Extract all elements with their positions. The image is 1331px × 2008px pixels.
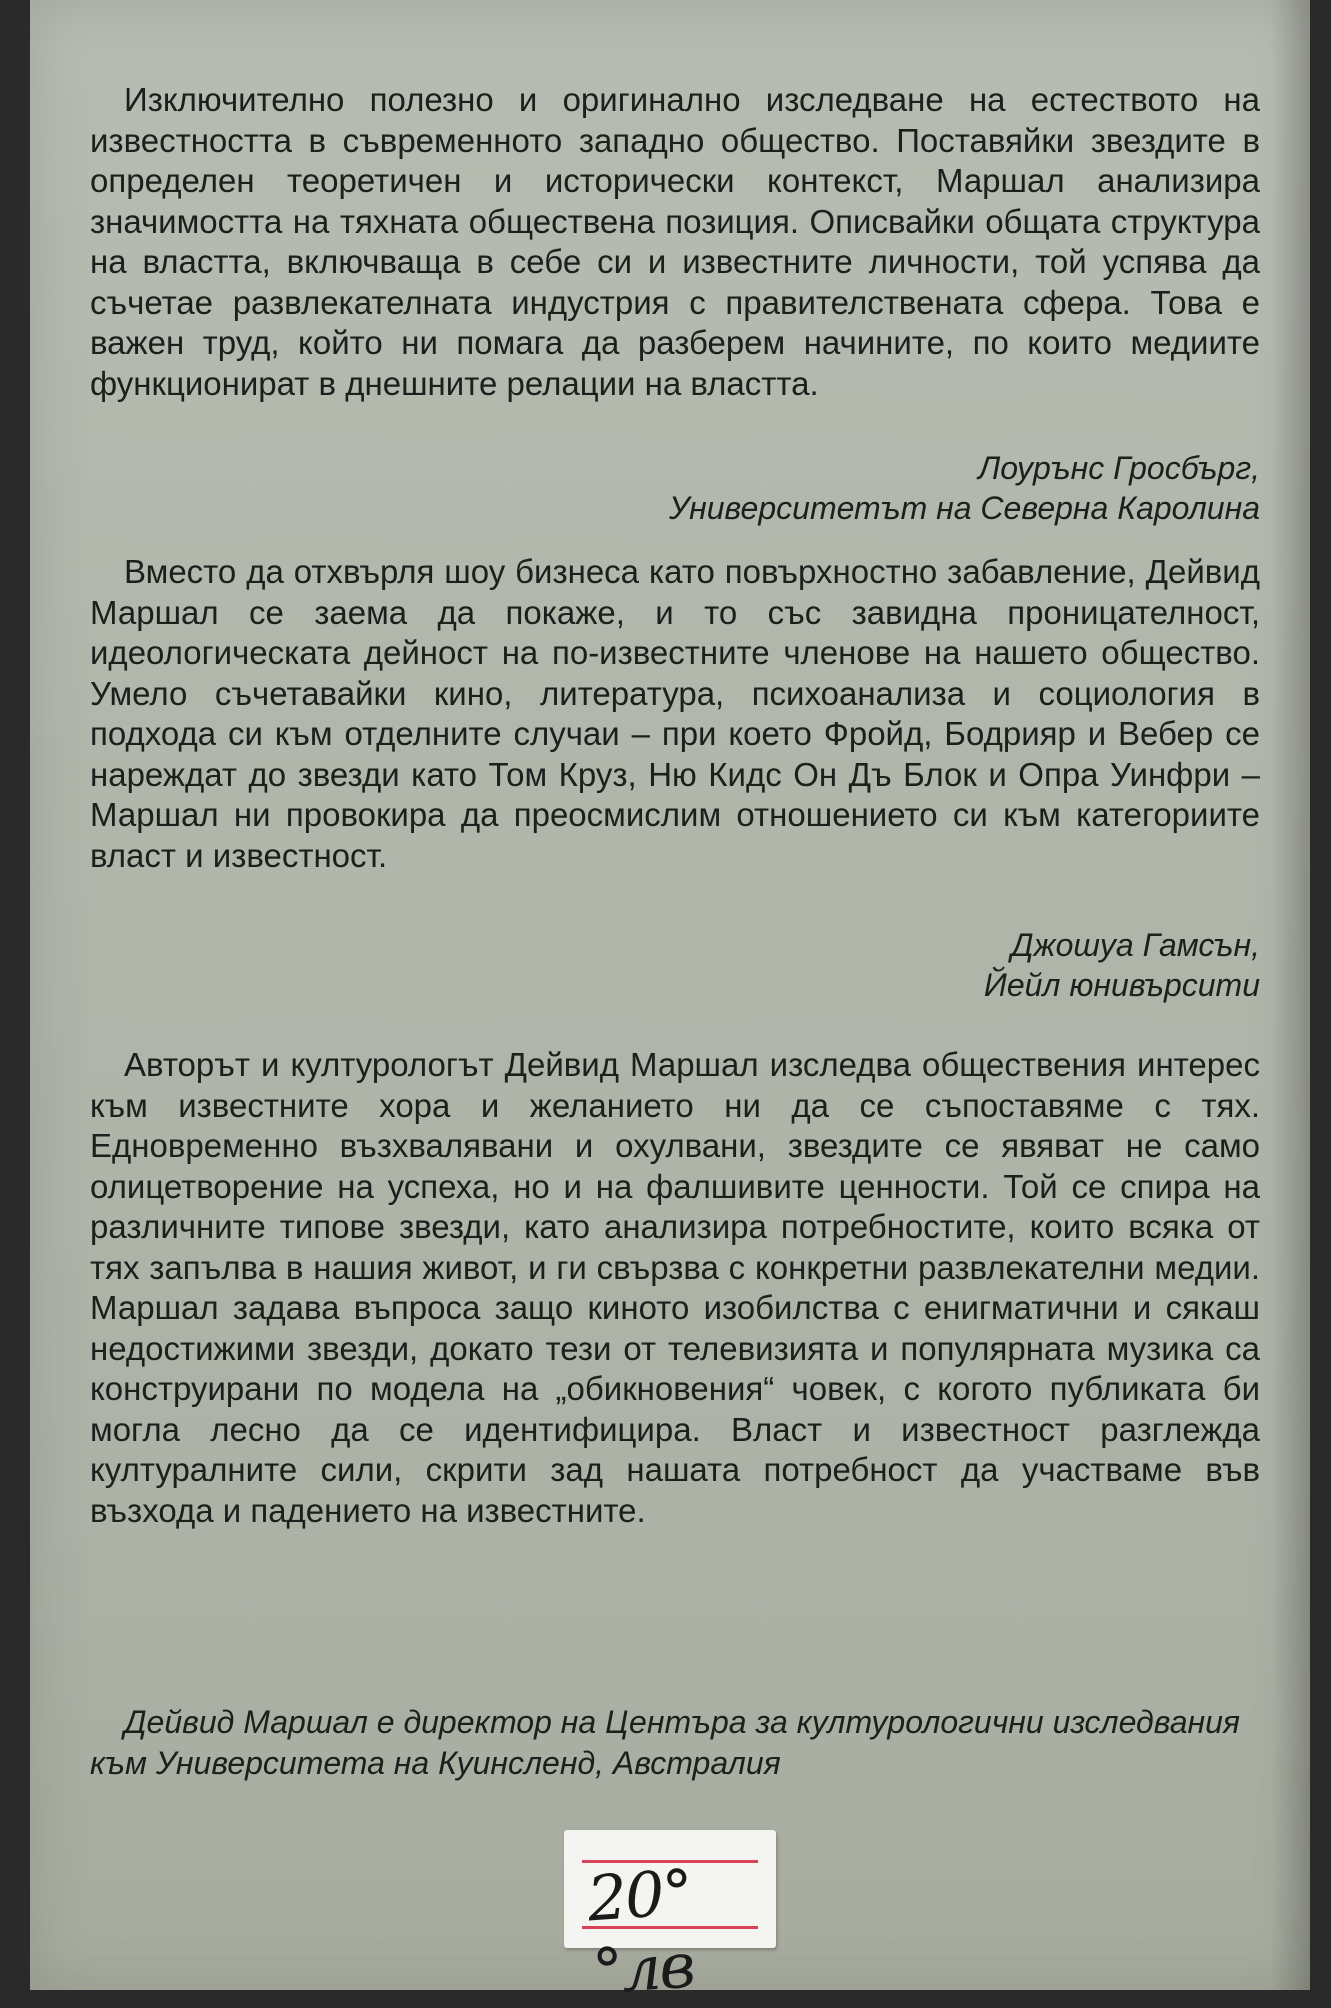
- attribution-affiliation: Йейл юнивърсити: [983, 967, 1260, 1003]
- book-description: [90, 1045, 1260, 1531]
- author-note: [90, 1702, 1260, 1784]
- blurb-2-attribution: [90, 925, 1260, 1005]
- attribution-name: Джошуа Гамсън,: [1011, 927, 1260, 963]
- blurb-2: [90, 552, 1260, 876]
- price-sticker: [564, 1830, 776, 2008]
- cover-edge-shadow: [1270, 0, 1310, 1990]
- attribution-affiliation: Университетът на Северна Каролина: [669, 490, 1260, 526]
- handwritten-price: 20°°лв: [585, 1855, 696, 2008]
- book-description-text: Авторът и културологът Дейвид Маршал изследва обществения интерес към известните хора и желанието ни да се съпоставяме с тях. Едновременно възхвалявани и охулвани, звездите се явяват не само олицетворение на успеха, но и на фалшивите ценности. Той се спира на различните типове звезди, като анализира потребностите, които всяка от тях запълва в нашия живот, и ги свързва с конкретни развлекателни медии. Маршал задава въпроса защо киното изобилства с енигматични и сякаш недостижими звезди, докато тези от телевизията и популярната музика са конструирани по модела на „обикновения“ човек, с когото публиката би могла лесно да се идентифицира. Власт и известност разглежда културалните сили, скрити зад нашата потребност да участваме във възхода и падението на известните.: [90, 1046, 1260, 1529]
- blurb-1: [90, 80, 1260, 404]
- attribution-name: Лоурънс Гросбърг,: [978, 450, 1260, 486]
- blurb-1-attribution: [90, 448, 1260, 528]
- author-note-text: Дейвид Маршал е директор на Центъра за културологични изследвания към Университета на Куинсленд, Австралия: [90, 1704, 1241, 1781]
- blurb-1-text: Изключително полезно и оригинално изследване на естеството на известността в съвременното западно общество. Поставяйки звездите в определен теоретичен и исторически контекст, Маршал анализира значимостта на тяхната обществена позиция. Описвайки общата структура на властта, включваща в себе си и известните личности, той успява да съчетае развлекателната индустрия с правителствената сфера. Това е важен труд, който ни помага да разберем начините, по които медиите функционират в днешните релации на властта.: [90, 81, 1260, 402]
- blurb-2-text: Вместо да отхвърля шоу бизнеса като повърхностно забавление, Дейвид Маршал се заема да покаже, и то със завидна проницателност, идеологическата дейност на по-известните членове на нашето общество. Умело съчетавайки кино, литература, психоанализа и социология в подхода си към отделните случаи – при което Фройд, Бодрияр и Вебер се нареждат до звезди като Том Круз, Ню Кидс Он Дъ Блок и Опра Уинфри – Маршал ни провокира да преосмислим отношението си към категориите власт и известност.: [90, 553, 1260, 874]
